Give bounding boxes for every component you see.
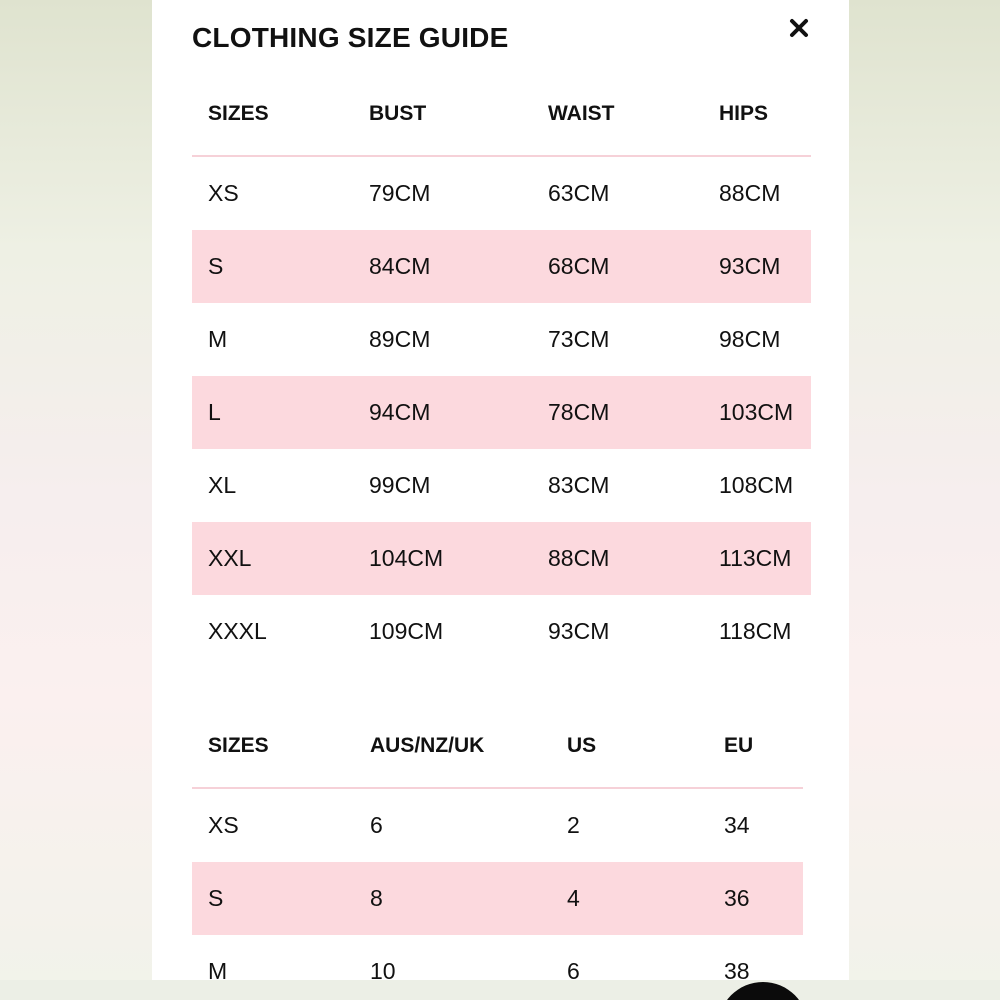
bust-cell: 109CM xyxy=(369,618,444,644)
column-header: WAIST xyxy=(532,75,703,156)
column-header: HIPS xyxy=(703,75,811,156)
size-cell: M xyxy=(208,326,228,352)
hips-cell: 98CM xyxy=(719,326,781,352)
column-header: BUST xyxy=(353,75,532,156)
bottom-bar xyxy=(0,980,1000,1000)
us-cell: 4 xyxy=(551,862,708,935)
table-row xyxy=(192,522,811,595)
column-header: US xyxy=(551,707,708,788)
waist-cell: 78CM xyxy=(532,376,703,449)
waist-cell: 88CM xyxy=(532,522,703,595)
column-header: SIZES xyxy=(192,75,353,156)
bust-cell: 104CM xyxy=(353,522,532,595)
waist-cell: 83CM xyxy=(548,472,610,498)
waist-cell: 73CM xyxy=(548,326,610,352)
table-header-row xyxy=(192,707,803,788)
hips-cell: 118CM xyxy=(719,618,792,644)
aus-nz-uk-cell: 6 xyxy=(370,812,383,838)
close-button[interactable] xyxy=(783,12,815,44)
table-row xyxy=(192,862,803,935)
us-cell: 6 xyxy=(567,958,580,980)
eu-cell: 34 xyxy=(724,812,750,838)
waist-cell: 68CM xyxy=(532,230,703,303)
size-cell: XXL xyxy=(192,522,353,595)
table-row xyxy=(192,788,803,862)
bust-cell: 79CM xyxy=(369,180,431,206)
aus-nz-uk-cell: 10 xyxy=(370,958,396,980)
us-cell: 2 xyxy=(567,812,580,838)
column-header: SIZES xyxy=(192,707,354,788)
hips-cell: 108CM xyxy=(719,472,794,498)
bust-cell: 94CM xyxy=(353,376,532,449)
hips-cell: 93CM xyxy=(703,230,811,303)
table-row xyxy=(192,935,803,980)
close-icon xyxy=(783,12,815,44)
size-cell: S xyxy=(192,230,353,303)
size-cell: L xyxy=(192,376,353,449)
waist-cell: 63CM xyxy=(548,180,610,206)
measurements-table xyxy=(192,75,811,668)
hips-cell: 113CM xyxy=(703,522,811,595)
table-row xyxy=(192,595,811,668)
aus-nz-uk-cell: 8 xyxy=(354,862,551,935)
table-row xyxy=(192,376,811,449)
conversion-table xyxy=(192,707,803,980)
table-row xyxy=(192,303,811,376)
modal-title: CLOTHING SIZE GUIDE xyxy=(192,22,509,53)
size-guide-modal xyxy=(152,0,849,980)
eu-cell: 38 xyxy=(724,958,750,980)
size-cell: M xyxy=(208,958,228,980)
size-cell: XS xyxy=(208,812,239,838)
table-row xyxy=(192,449,811,522)
size-cell: XL xyxy=(208,472,237,498)
size-cell: XS xyxy=(208,180,239,206)
table-row xyxy=(192,230,811,303)
column-header: AUS/NZ/UK xyxy=(354,707,551,788)
eu-cell: 36 xyxy=(708,862,803,935)
size-cell: XXXL xyxy=(208,618,267,644)
table-header-row xyxy=(192,75,811,156)
hips-cell: 103CM xyxy=(703,376,811,449)
size-cell: S xyxy=(192,862,354,935)
hips-cell: 88CM xyxy=(719,180,781,206)
table-row xyxy=(192,156,811,230)
bust-cell: 99CM xyxy=(369,472,431,498)
bust-cell: 84CM xyxy=(353,230,532,303)
column-header: EU xyxy=(708,707,803,788)
waist-cell: 93CM xyxy=(548,618,610,644)
bust-cell: 89CM xyxy=(369,326,431,352)
